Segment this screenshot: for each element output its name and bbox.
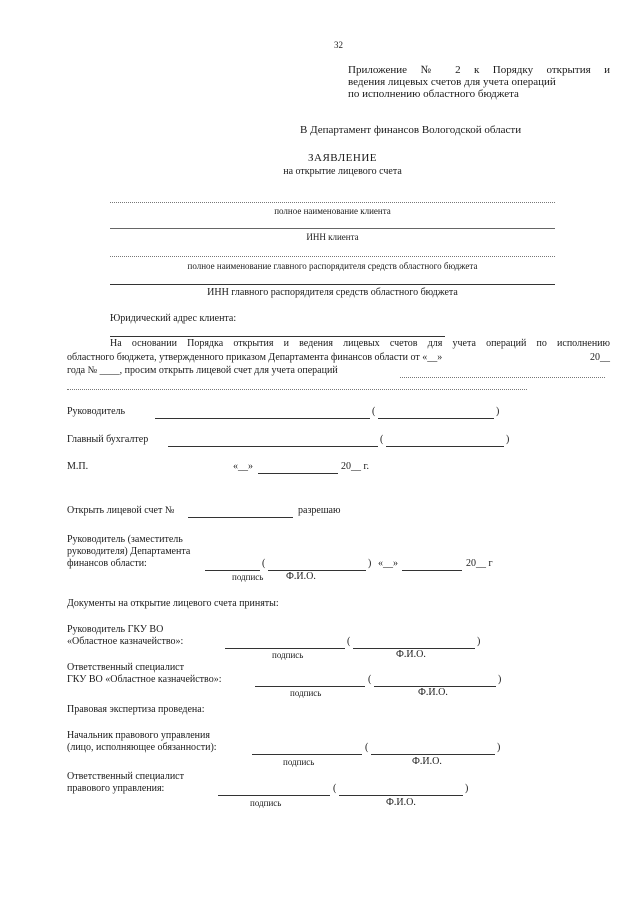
document-title: ЗАЯВЛЕНИЕ — [308, 152, 377, 164]
operations-line[interactable] — [400, 377, 605, 378]
open-account-suffix: разрешаю — [298, 505, 341, 516]
date-month-line[interactable] — [258, 473, 338, 474]
gku-spec-signature-caption: подпись — [290, 688, 322, 698]
head-paren-close: ) — [496, 406, 500, 417]
dept-head-line-2: руководителя) Департамента — [67, 546, 191, 557]
dept-head-date: «__» — [378, 558, 398, 569]
dept-head-month-line[interactable] — [402, 570, 462, 571]
dept-head-line-3: финансов области: — [67, 558, 147, 569]
body-line-2-year: 20__ — [590, 352, 610, 363]
body-line-2: областного бюджета, утвержденного приказом Департамента финансов области от «__» — [67, 352, 443, 363]
legal-head-label — [67, 730, 217, 754]
legal-spec-line-2: правового управления: — [67, 783, 165, 794]
legal-spec-line-1: Ответственный специалист — [67, 771, 184, 782]
legal-spec-label — [67, 771, 184, 795]
gku-head-paren-close: ) — [477, 636, 481, 647]
chief-accountant-signature-line[interactable] — [168, 446, 378, 447]
dept-head-fio-line[interactable] — [268, 570, 366, 571]
chief-accountant-fio-line[interactable] — [386, 446, 504, 447]
legal-head-fio-caption: Ф.И.О. — [412, 756, 442, 767]
dept-head-year: 20__ г — [466, 558, 493, 569]
open-account-label: Открыть лицевой счет № — [67, 505, 175, 516]
legal-head-signature-line[interactable] — [252, 754, 362, 755]
legal-spec-signature-line[interactable] — [218, 795, 330, 796]
gku-head-paren-open: ( — [347, 636, 351, 647]
legal-head-paren-close: ) — [497, 742, 501, 753]
head-label: Руководитель — [67, 406, 126, 417]
legal-head-line-2: (лицо, исполняющее обязанности): — [67, 742, 217, 753]
client-name-caption: полное наименование клиента — [274, 206, 391, 216]
legal-spec-fio-line[interactable] — [339, 795, 463, 796]
dept-head-signature-line[interactable] — [205, 570, 260, 571]
gr-inn-caption: ИНН главного распорядителя средств областного бюджета — [207, 287, 458, 298]
legal-head-line-1: Начальник правового управления — [67, 730, 210, 741]
gku-spec-line-1: Ответственный специалист — [67, 662, 184, 673]
gku-spec-label — [67, 662, 221, 686]
gku-spec-fio-caption: Ф.И.О. — [418, 687, 448, 698]
date-day: «__» — [233, 461, 253, 472]
chief-accountant-label: Главный бухгалтер — [67, 434, 149, 445]
legal-spec-paren-close: ) — [465, 783, 469, 794]
gku-spec-signature-line[interactable] — [255, 686, 365, 687]
gku-head-signature-caption: подпись — [272, 650, 304, 660]
stamp-label: М.П. — [67, 461, 89, 472]
client-inn-caption: ИНН клиента — [306, 232, 359, 242]
dept-head-fio-caption: Ф.И.О. — [286, 571, 316, 582]
addressee: В Департамент финансов Вологодской области — [300, 124, 522, 136]
docs-accepted-label: Документы на открытие лицевого счета приняты: — [67, 598, 279, 609]
dept-head-paren-close: ) — [368, 558, 372, 569]
legal-head-paren-open: ( — [365, 742, 369, 753]
gku-head-line-2: «Областное казначейство»: — [67, 636, 184, 647]
chief-accountant-paren-open: ( — [380, 434, 384, 445]
operations-line-2[interactable] — [67, 389, 527, 390]
document-subtitle: на открытие лицевого счета — [283, 166, 402, 177]
legal-spec-fio-caption: Ф.И.О. — [386, 797, 416, 808]
legal-address-label: Юридический адрес клиента: — [110, 313, 237, 324]
date-year: 20__ г. — [341, 461, 369, 472]
gr-name-line[interactable] — [110, 256, 555, 257]
dept-head-line-1: Руководитель (заместитель — [67, 534, 183, 545]
legal-review-label: Правовая экспертиза проведена: — [67, 704, 205, 715]
gku-head-line-1: Руководитель ГКУ ВО — [67, 624, 164, 635]
body-line-1: На основании Порядка открытия и ведения лицевых счетов для учета операций по исполнению — [110, 338, 610, 349]
appendix-line-2: ведения лицевых счетов для учета операций — [348, 76, 556, 88]
gku-head-fio-caption: Ф.И.О. — [396, 649, 426, 660]
dept-head-signature-caption: подпись — [232, 572, 264, 582]
legal-spec-paren-open: ( — [333, 783, 337, 794]
client-inn-line[interactable] — [110, 228, 555, 229]
gku-head-signature-line[interactable] — [225, 648, 345, 649]
gku-spec-line-2: ГКУ ВО «Областное казначейство»: — [67, 674, 222, 685]
appendix-line-3: по исполнению областного бюджета — [348, 88, 519, 100]
dept-head-paren-open: ( — [262, 558, 266, 569]
chief-accountant-paren-close: ) — [506, 434, 510, 445]
body-line-3: года № ____, просим открыть лицевой счет для учета операций — [67, 365, 338, 376]
gku-spec-paren-open: ( — [368, 674, 372, 685]
legal-address-line[interactable] — [110, 336, 445, 337]
head-signature-line[interactable] — [155, 418, 370, 419]
legal-head-fio-line[interactable] — [371, 754, 495, 755]
dept-head-label — [67, 534, 190, 570]
page-number: 32 — [334, 40, 343, 50]
account-number-line[interactable] — [188, 517, 293, 518]
gku-spec-paren-close: ) — [498, 674, 502, 685]
legal-head-signature-caption: подпись — [283, 757, 315, 767]
gr-name-caption: полное наименование главного распорядителя средств областного бюджета — [187, 261, 478, 271]
gku-head-label — [67, 624, 183, 648]
head-paren-open: ( — [372, 406, 376, 417]
gr-inn-line[interactable] — [110, 284, 555, 285]
appendix-note — [348, 64, 610, 100]
client-name-line[interactable] — [110, 202, 555, 203]
legal-spec-signature-caption: подпись — [250, 798, 282, 808]
appendix-line-1: Приложение № 2 к Порядку открытия и — [348, 64, 610, 76]
head-fio-line[interactable] — [378, 418, 494, 419]
